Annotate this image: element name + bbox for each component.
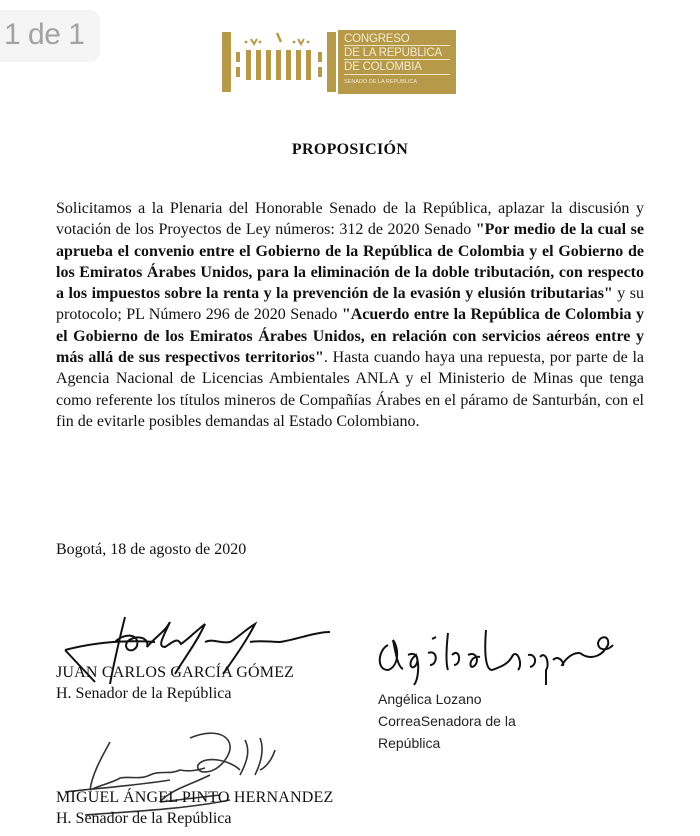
signatory-2-role-cont: República bbox=[378, 735, 441, 751]
signature-angelica-lozano bbox=[368, 625, 618, 687]
bill-312-title: "Por medio de la cual se aprueba el convenio entre el Gobierno de la República de Colombia y el Gobierno de los Emiratos Árabes Unidos, para la eliminación de la doble tributación, con respecto a los impuestos sobre la renta y la prevención de la evasión y elusión tributarias" bbox=[56, 221, 644, 303]
page-indicator bbox=[0, 10, 100, 62]
logo-rule bbox=[344, 74, 450, 75]
logo-line-1: CONGRESO bbox=[344, 33, 410, 45]
capitol-colonnade-icon bbox=[222, 30, 336, 94]
page-indicator-text: 1 de 1 bbox=[4, 18, 85, 51]
logo-rule bbox=[344, 59, 450, 60]
body-segment: y su protocolo; PL Número 296 de 2020 Senado bbox=[56, 285, 644, 324]
logo-line-2: DE LA REPUBLICA bbox=[344, 47, 442, 59]
signatory-1-role: H. Senador de la República bbox=[56, 685, 232, 702]
logo-line-4: SENADO DE LA REPUBLICA bbox=[344, 79, 418, 85]
document-title: PROPOSICIÓN bbox=[291, 141, 409, 158]
bill-296-title: "Acuerdo entre la República de Colombia y el Gobierno de los Emiratos Árabes Unidos, en relación con servicios aéreos entre y más allá de sus respectivos territorios" bbox=[56, 306, 644, 367]
congreso-logo bbox=[222, 30, 456, 94]
body-segment: Solicitamos a la Plenaria del Honorable Senado de la República, aplazar la discusión y votación de los Proyectos de Ley números: 312 de 2020 Senado bbox=[56, 200, 644, 239]
logo-line-3: DE COLOMBIA bbox=[344, 61, 422, 73]
document-date: Bogotá, 18 de agosto de 2020 bbox=[56, 541, 247, 558]
proposition-body bbox=[56, 198, 644, 432]
body-segment: . Hasta cuando haya una repuesta, por parte de la Agencia Nacional de Licencias Ambientales ANLA y el Ministerio de Minas que tenga como referente los títulos mineros de Compañías Árabes en el páramo de Santurbán, con el fin de evitarle posibles demandas al Estado Colombiano. bbox=[56, 349, 644, 430]
signatory-1-name: JUAN CARLOS GARCÍA GÓMEZ bbox=[56, 664, 295, 681]
logo-wordmark bbox=[338, 30, 456, 94]
logo-rule bbox=[344, 45, 450, 46]
signatory-2-role: CorreaSenadora de la bbox=[378, 713, 516, 729]
signatory-2-name: Angélica Lozano bbox=[378, 691, 482, 707]
signatory-3-role: H. Senador de la República bbox=[56, 810, 232, 827]
signatory-2-block bbox=[378, 688, 598, 754]
signatory-3-name: MIGUEL ÁNGEL PINTO HERNANDEZ bbox=[56, 789, 334, 806]
